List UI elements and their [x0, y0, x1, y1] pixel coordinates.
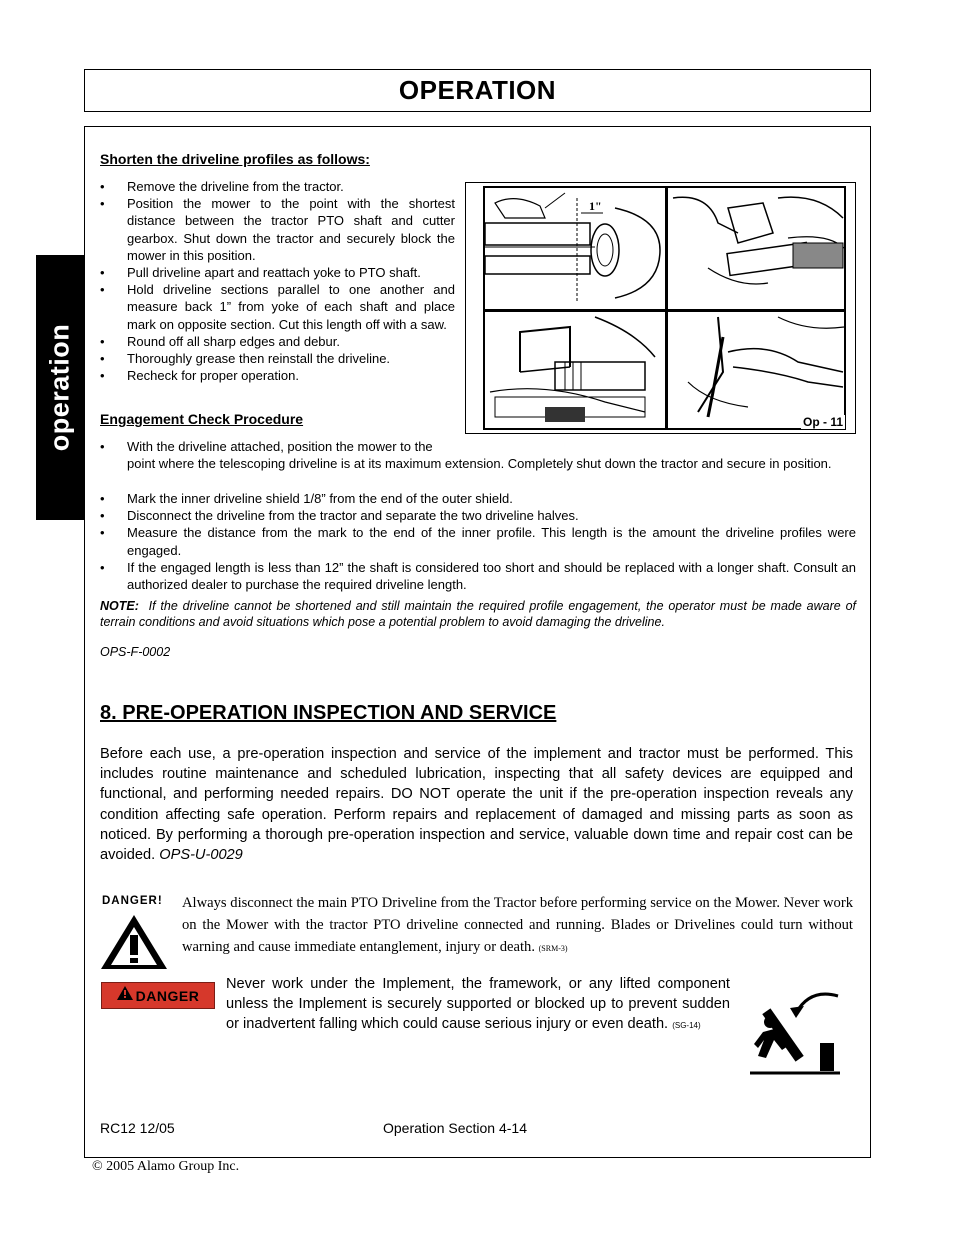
note-label: NOTE:: [100, 599, 139, 613]
engagement-bullet-list: [100, 490, 856, 593]
list-item: • Thoroughly grease then reinstall the driveline.: [100, 350, 455, 367]
list-item: • Measure the distance from the mark to the end of the inner profile. This length is the amount the driveline profiles were engaged.: [100, 524, 856, 558]
engagement-bullet-line1: With the driveline attached, position the mower to the: [127, 439, 433, 454]
sg-ref: (SG-14): [672, 1021, 701, 1031]
panel-separate-illustration: [668, 188, 844, 309]
figure-label: Op - 11: [802, 415, 843, 429]
measure-label: 1": [589, 199, 602, 213]
list-item: • Mark the inner driveline shield 1/8” from the end of the outer shield.: [100, 490, 856, 507]
warning-triangle-icon: [99, 913, 169, 971]
shorten-heading: Shorten the driveline profiles as follows:: [100, 151, 370, 167]
panel-debur-illustration: [668, 312, 844, 428]
list-item: • Disconnect the driveline from the tractor and separate the two driveline halves.: [100, 507, 856, 524]
list-item: • If the engaged length is less than 12” the shaft is considered too short and should be replaced with a longer shaft. Consult an authorized dealer to purchase the required driveline length.: [100, 559, 856, 593]
danger-support-paragraph: [226, 974, 730, 1037]
panel-saw-illustration: [485, 312, 665, 428]
side-tab: [36, 255, 84, 520]
danger-badge-icon: [117, 986, 133, 1005]
list-item: • Pull driveline apart and reattach yoke to PTO shaft.: [100, 264, 455, 281]
pre-operation-paragraph: [100, 744, 853, 865]
danger-badge: [101, 982, 215, 1009]
engagement-first-bullet: • With the driveline attached, position the mower to the point where the telescoping driveline is at its maximum extension. Completely shut down the tractor and secure in position.: [100, 438, 856, 472]
copyright: © 2005 Alamo Group Inc.: [92, 1159, 240, 1174]
side-tab-label: operation: [44, 323, 75, 452]
danger-pto-text: Always disconnect the main PTO Driveline from the Tractor before performing service on the Mower. Never work on the Mower with the tractor PTO driveline connected and running. Blades or Drivelines could turn without warning and cause immediate entanglement, injury or death.: [182, 895, 853, 955]
danger-badge-label: DANGER: [135, 987, 200, 1004]
list-item: • Hold driveline sections parallel to one another and measure back 1” from yoke of each shaft and place mark on opposite section. Cut this length off with a saw.: [100, 281, 455, 333]
note-block: [100, 598, 856, 630]
list-item: • Position the mower to the point with the shortest distance between the tractor PTO shaft and cutter gearbox. Shut down the tractor and securely block the mower in this position.: [100, 195, 455, 264]
ops-ref-u: OPS-U-0029: [159, 847, 243, 864]
danger-label: DANGER!: [102, 895, 163, 907]
danger-pto-paragraph: [182, 892, 853, 960]
ops-ref-f: OPS-F-0002: [100, 645, 171, 659]
list-item: • Recheck for proper operation.: [100, 367, 455, 384]
driveline-figure: [465, 182, 856, 434]
list-item: • Round off all sharp edges and debur.: [100, 333, 455, 350]
page-header: [84, 69, 871, 112]
danger-support-text: Never work under the Implement, the framework, or any lifted component unless the Implement is securely supported or blocked up to prevent sudden or inadvertent falling which could cause serious injury or even death.: [226, 976, 730, 1033]
panel-measure-illustration: [485, 188, 665, 309]
figure-panels: [483, 186, 846, 430]
note-text: If the driveline cannot be shortened and still maintain the required profile engagement, the operator must be made aware of terrain conditions and avoid situations which pose a potential problem to avoid damaging the driveline.: [100, 599, 856, 629]
footer-section: Operation Section 4-14: [383, 1120, 527, 1136]
shorten-bullet-list: [100, 178, 455, 384]
pre-operation-text: Before each use, a pre-operation inspection and service of the implement and tractor must be performed. This includes routine maintenance and scheduled lubrication, inspecting that all safety devices are equipped and functional, and performing needed repairs. DO NOT operate the unit if the pre-operation inspection reveals any condition affecting safe operation. Perform repairs and replacement of damaged and missing parts as soon as noticed. By performing a thorough pre-operation inspection and service, valuable down time and repair cost can be avoided.: [100, 746, 853, 864]
list-item: • Remove the driveline from the tractor.: [100, 178, 455, 195]
section-heading-pre-operation: 8. PRE-OPERATION INSPECTION AND SERVICE: [100, 702, 557, 724]
engagement-heading: Engagement Check Procedure: [100, 411, 304, 427]
srm-ref: (SRM-3): [538, 944, 568, 953]
engagement-bullet-rest: point where the telescoping driveline is at its maximum extension. Completely shut down the tractor and secure in position.: [127, 456, 832, 472]
footer-model: RC12 12/05: [100, 1120, 175, 1136]
crush-hazard-icon: [748, 988, 842, 1076]
page-title: OPERATION: [398, 75, 557, 105]
